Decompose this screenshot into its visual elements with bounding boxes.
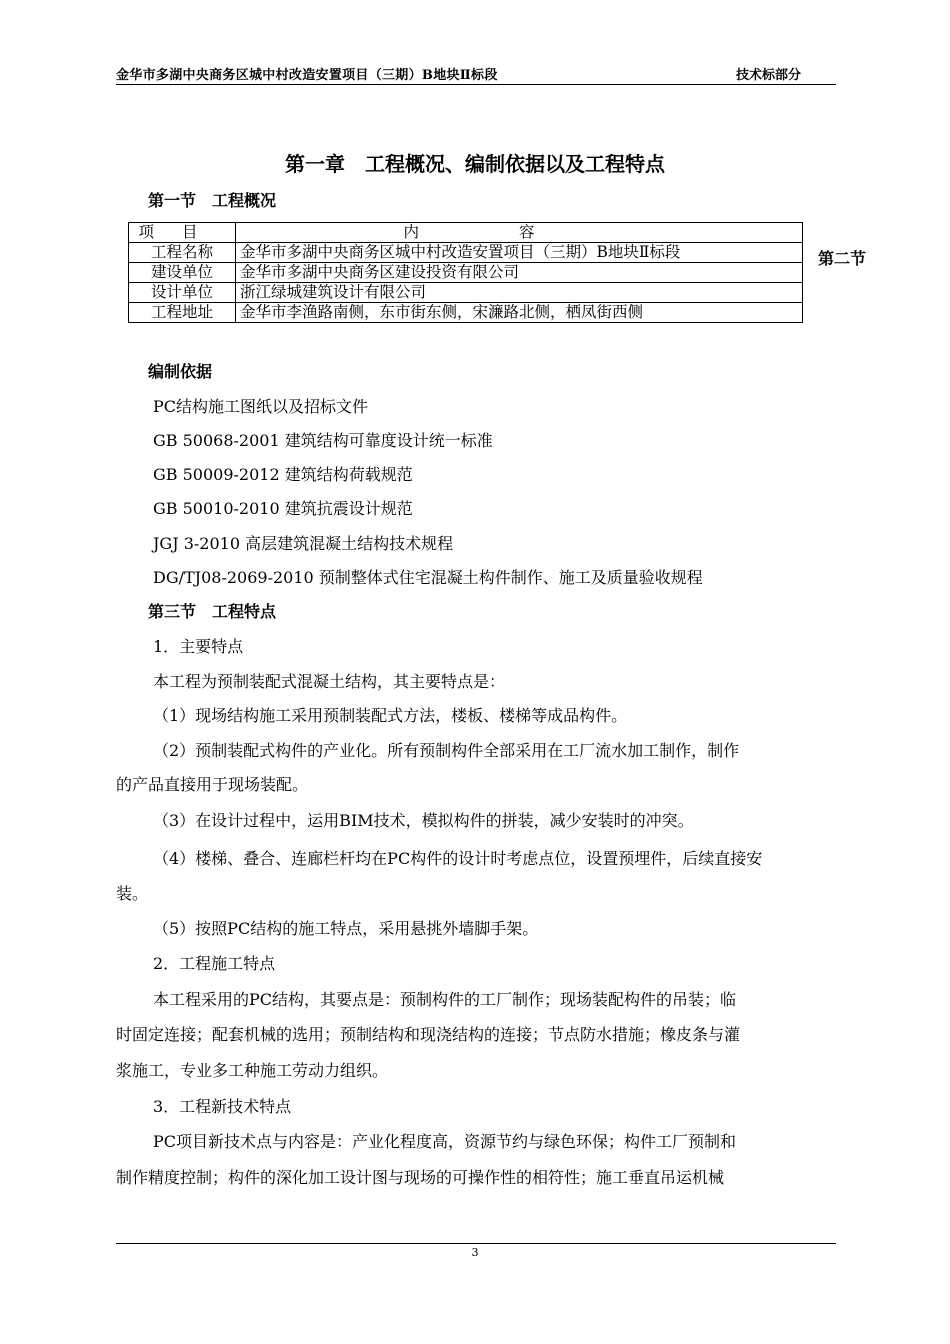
feature-heading: 3．工程新技术特点: [153, 1097, 292, 1116]
table-header-content: 内容: [236, 223, 803, 243]
table-row: [129, 283, 803, 303]
header-rule: [116, 84, 836, 85]
table-cell-value: 浙江绿城建筑设计有限公司: [236, 283, 803, 303]
basis-item: DG/TJ08-2069-2010 预制整体式住宅混凝土构件制作、施工及质量验收规程: [153, 568, 703, 587]
table-row: [129, 303, 803, 323]
table-cell-value: 金华市多湖中央商务区建设投资有限公司: [236, 263, 803, 283]
body-text: 本工程为预制装配式混凝土结构，其主要特点是：: [153, 672, 506, 691]
section2-title-prefix: 第二节: [818, 249, 867, 268]
table-row: [129, 243, 803, 263]
section3-title: 第三节 工程特点: [148, 602, 277, 621]
table-header-row: [129, 223, 803, 243]
body-text: 浆施工，专业多工种施工劳动力组织。: [116, 1061, 389, 1080]
feature-heading: 1．主要特点: [153, 637, 244, 656]
header-section-label: 技术标部分: [736, 68, 802, 83]
chapter-title: 第一章 工程概况、编制依据以及工程特点: [285, 152, 665, 176]
body-text: （4）楼梯、叠合、连廊栏杆均在PC构件的设计时考虑点位，设置预埋件，后续直接安: [153, 849, 763, 868]
table-cell-label: 工程地址: [129, 303, 236, 323]
body-text: PC项目新技术点与内容是：产业化程度高，资源节约与绿色环保；构件工厂预制和: [153, 1132, 737, 1151]
body-text: 的产品直接用于现场装配。: [116, 775, 309, 794]
body-text: （2）预制装配式构件的产业化。所有预制构件全部采用在工厂流水加工制作，制作: [153, 741, 740, 760]
body-text: 时固定连接；配套机械的选用；预制结构和现浇结构的连接；节点防水措施；橡皮条与灌: [116, 1025, 741, 1044]
body-text: 制作精度控制；构件的深化加工设计图与现场的可操作性的相符性；施工垂直吊运机械: [116, 1168, 725, 1187]
table-header-item: 项目: [129, 223, 236, 243]
basis-item: JGJ 3-2010 高层建筑混凝土结构技术规程: [153, 534, 454, 553]
project-info-table: [128, 222, 803, 323]
body-text: （5）按照PC结构的施工特点，采用悬挑外墙脚手架。: [153, 919, 539, 938]
table-cell-label: 设计单位: [129, 283, 236, 303]
table-cell-value: 金华市李渔路南侧，东市街东侧，宋濂路北侧，栖凤街西侧: [236, 303, 803, 323]
header-project-title: 金华市多湖中央商务区城中村改造安置项目（三期）B地块Ⅱ标段: [116, 68, 498, 83]
feature-heading: 2．工程施工特点: [153, 954, 276, 973]
table-cell-label: 工程名称: [129, 243, 236, 263]
basis-item: GB 50009-2012 建筑结构荷载规范: [153, 465, 413, 484]
table-cell-label: 建设单位: [129, 263, 236, 283]
section2-title: 编制依据: [148, 362, 213, 381]
body-text: 装。: [116, 884, 149, 903]
body-text: （1）现场结构施工采用预制装配式方法，楼板、楼梯等成品构件。: [153, 706, 628, 725]
section1-title: 第一节 工程概况: [148, 191, 277, 210]
body-text: （3）在设计过程中，运用BIM技术，模拟构件的拼装，减少安装时的冲突。: [153, 811, 694, 830]
body-text: 本工程采用的PC结构，其要点是：预制构件的工厂制作；现场装配构件的吊装；临: [153, 990, 737, 1009]
table-cell-value: 金华市多湖中央商务区城中村改造安置项目（三期）B地块Ⅱ标段: [236, 243, 803, 263]
basis-item: PC结构施工图纸以及招标文件: [153, 397, 369, 416]
footer-rule: [116, 1243, 836, 1244]
basis-item: GB 50010-2010 建筑抗震设计规范: [153, 499, 413, 518]
basis-item: GB 50068-2001 建筑结构可靠度设计统一标准: [153, 431, 493, 450]
table-row: [129, 263, 803, 283]
page-number: 3: [471, 1246, 479, 1259]
